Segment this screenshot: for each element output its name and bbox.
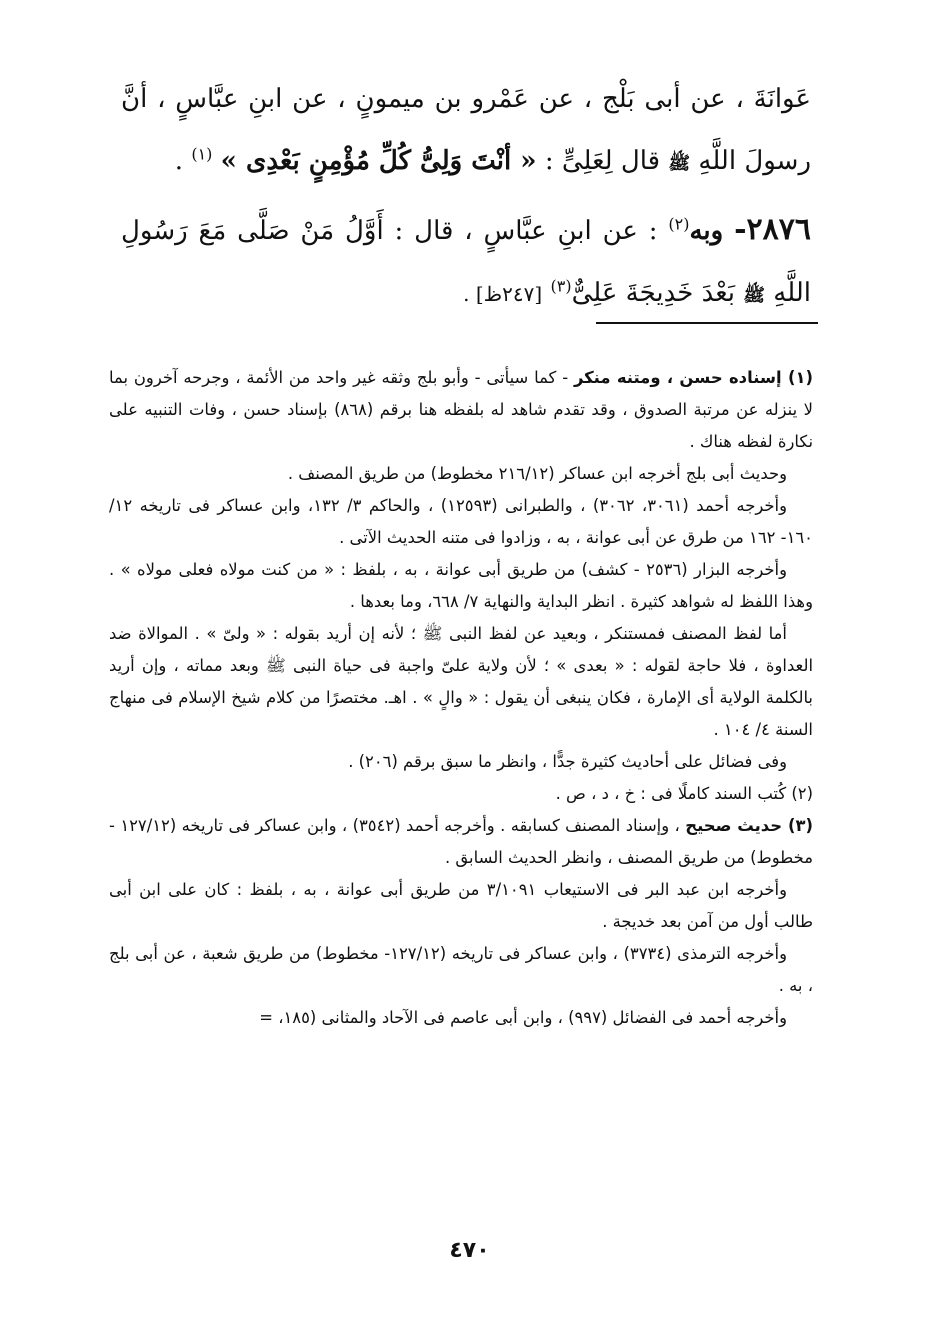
hadith-lead: وبه	[689, 216, 724, 246]
footnote-paragraph: وأخرجه أحمد (٣٠٦١، ٣٠٦٢) ، والطبرانى (١٢٥٩٣) ، والحاكم ٣/ ١٣٢، وابن عساكر فى تاريخه ١٢/ ١٦٠- ١٦٢ من طرق عن أبى عوانة ، به ، وزادوا فى متنه الحديث الآتى .	[109, 496, 813, 547]
footnote-1-text: - كما سيأتى - وأبو بلج وثقه غير واحد من الأئمة ، وجرحه آخرون بما لا ينزله عن مرتبة الصدوق ، وقد تقدم شاهد له بلفظه هنا برقم (٨٦٨) بإسناد حسن ، وفات التنبيه على نكارة لفظه هناك .	[109, 368, 813, 451]
footnote-1-grade: (١) إسناده حسن ، ومتنه منكر	[573, 368, 813, 387]
footnote-paragraph: وأخرجه أحمد فى الفضائل (٩٩٧) ، وابن أبى عاصم فى الآحاد والمثانى (١٨٥، =	[259, 1008, 787, 1027]
page-number: ٤٧٠	[449, 1238, 490, 1263]
footnote-ref-1: (١)	[191, 144, 213, 164]
footnote-3-grade: (٣) حديث صحيح	[685, 816, 813, 835]
footnote-separator	[596, 322, 818, 324]
footnote-paragraph: وأخرجه البزار (٢٥٣٦ - كشف) من طريق أبى عوانة ، به ، بلفظ : « من كنت مولاه فعلى مولاه » . وهذا اللفظ له شواهد كثيرة . انظر البداية والنهاية ٧/ ٦٦٨، وما بعدها .	[109, 560, 813, 611]
footnote-2: (٢) كُتب السند كاملًا فى : خ ، د ، ص .	[555, 784, 813, 803]
hadith-text-2: بَعْدَ خَدِيجَةَ عَلِىٌّ	[571, 278, 736, 308]
footnote-paragraph: وأخرجه الترمذى (٣٧٣٤) ، وابن عساكر فى تاريخه (١٢٧/١٢- مخطوط) من طريق شعبة ، عن أبى بلج ، به .	[109, 944, 813, 995]
footnote-1	[109, 362, 813, 458]
hadith-text: : عن ابنِ عبَّاسٍ ، قال : أَوَّلُ مَنْ صَلَّى مَعَ رَسُولِ اللَّهِ	[121, 216, 811, 308]
hadith-number: ٢٨٧٦-	[734, 212, 811, 247]
main-text	[121, 68, 811, 327]
folio-marker: [٢٤٧ظ] .	[463, 282, 543, 306]
prophetic-quote: « أنْتَ وَلِىُّ كُلِّ مُؤْمِنٍ بَعْدِى »	[220, 146, 537, 176]
footnote-paragraph: أما لفظ المصنف فمستنكر ، وبعيد عن لفظ النبى ﷺ ؛ لأنه إن أريد بقوله : « ولىّ » . الموالاة ضد العداوة ، فلا حاجة لقوله : « بعدى » ؛ لأن ولاية علىّ واجبة فى حياة النبى ﷺ وبعد مماته ، وإن أريد بالكلمة الولاية أى الإمارة ، فكان ينبغى أن يقول : « والٍ » . اهـ. مختصرًا من كلام شيخ الإسلام فى منهاج السنة ٤/ ١٠٤ .	[109, 624, 813, 739]
chain-text-2: قال لِعَلِىٍّ :	[544, 146, 661, 176]
footnote-ref-3: (٣)	[550, 276, 572, 296]
hadith-continuation	[121, 68, 811, 195]
hadith-2876	[121, 199, 811, 327]
footnote-paragraph: وأخرجه ابن عبد البر فى الاستيعاب ٣/١٠٩١ من طريق أبى عوانة ، به ، بلفظ : كان على ابن أبى طالب أول من آمن بعد خديجة .	[109, 880, 813, 931]
footnotes	[109, 362, 813, 1034]
chain-text: عَوانَةَ ، عن أبى بَلْج ، عن عَمْرو بن ميمونٍ ، عن ابنِ عبَّاسٍ ، أنَّ رسولَ اللَّهِ	[121, 84, 811, 176]
salutation-glyph-2: ﷺ	[743, 285, 766, 306]
end-dot: .	[174, 146, 184, 176]
footnote-3-text: ، وإسناد المصنف كسابقه . وأخرجه أحمد (٣٥٤٢) ، وابن عساكر فى تاريخه (١٢٧/١٢ - مخطوط) من طريق المصنف ، وانظر الحديث السابق .	[109, 816, 813, 867]
footnote-ref-2: (٢)	[668, 214, 690, 234]
footnote-3	[109, 810, 813, 874]
salutation-glyph: ﷺ	[668, 153, 691, 174]
footnote-paragraph: وفى فضائل على أحاديث كثيرة جدًّا ، وانظر ما سبق برقم (٢٠٦) .	[348, 752, 787, 771]
footnote-paragraph: وحديث أبى بلج أخرجه ابن عساكر (٢١٦/١٢ مخطوط) من طريق المصنف .	[287, 464, 787, 483]
